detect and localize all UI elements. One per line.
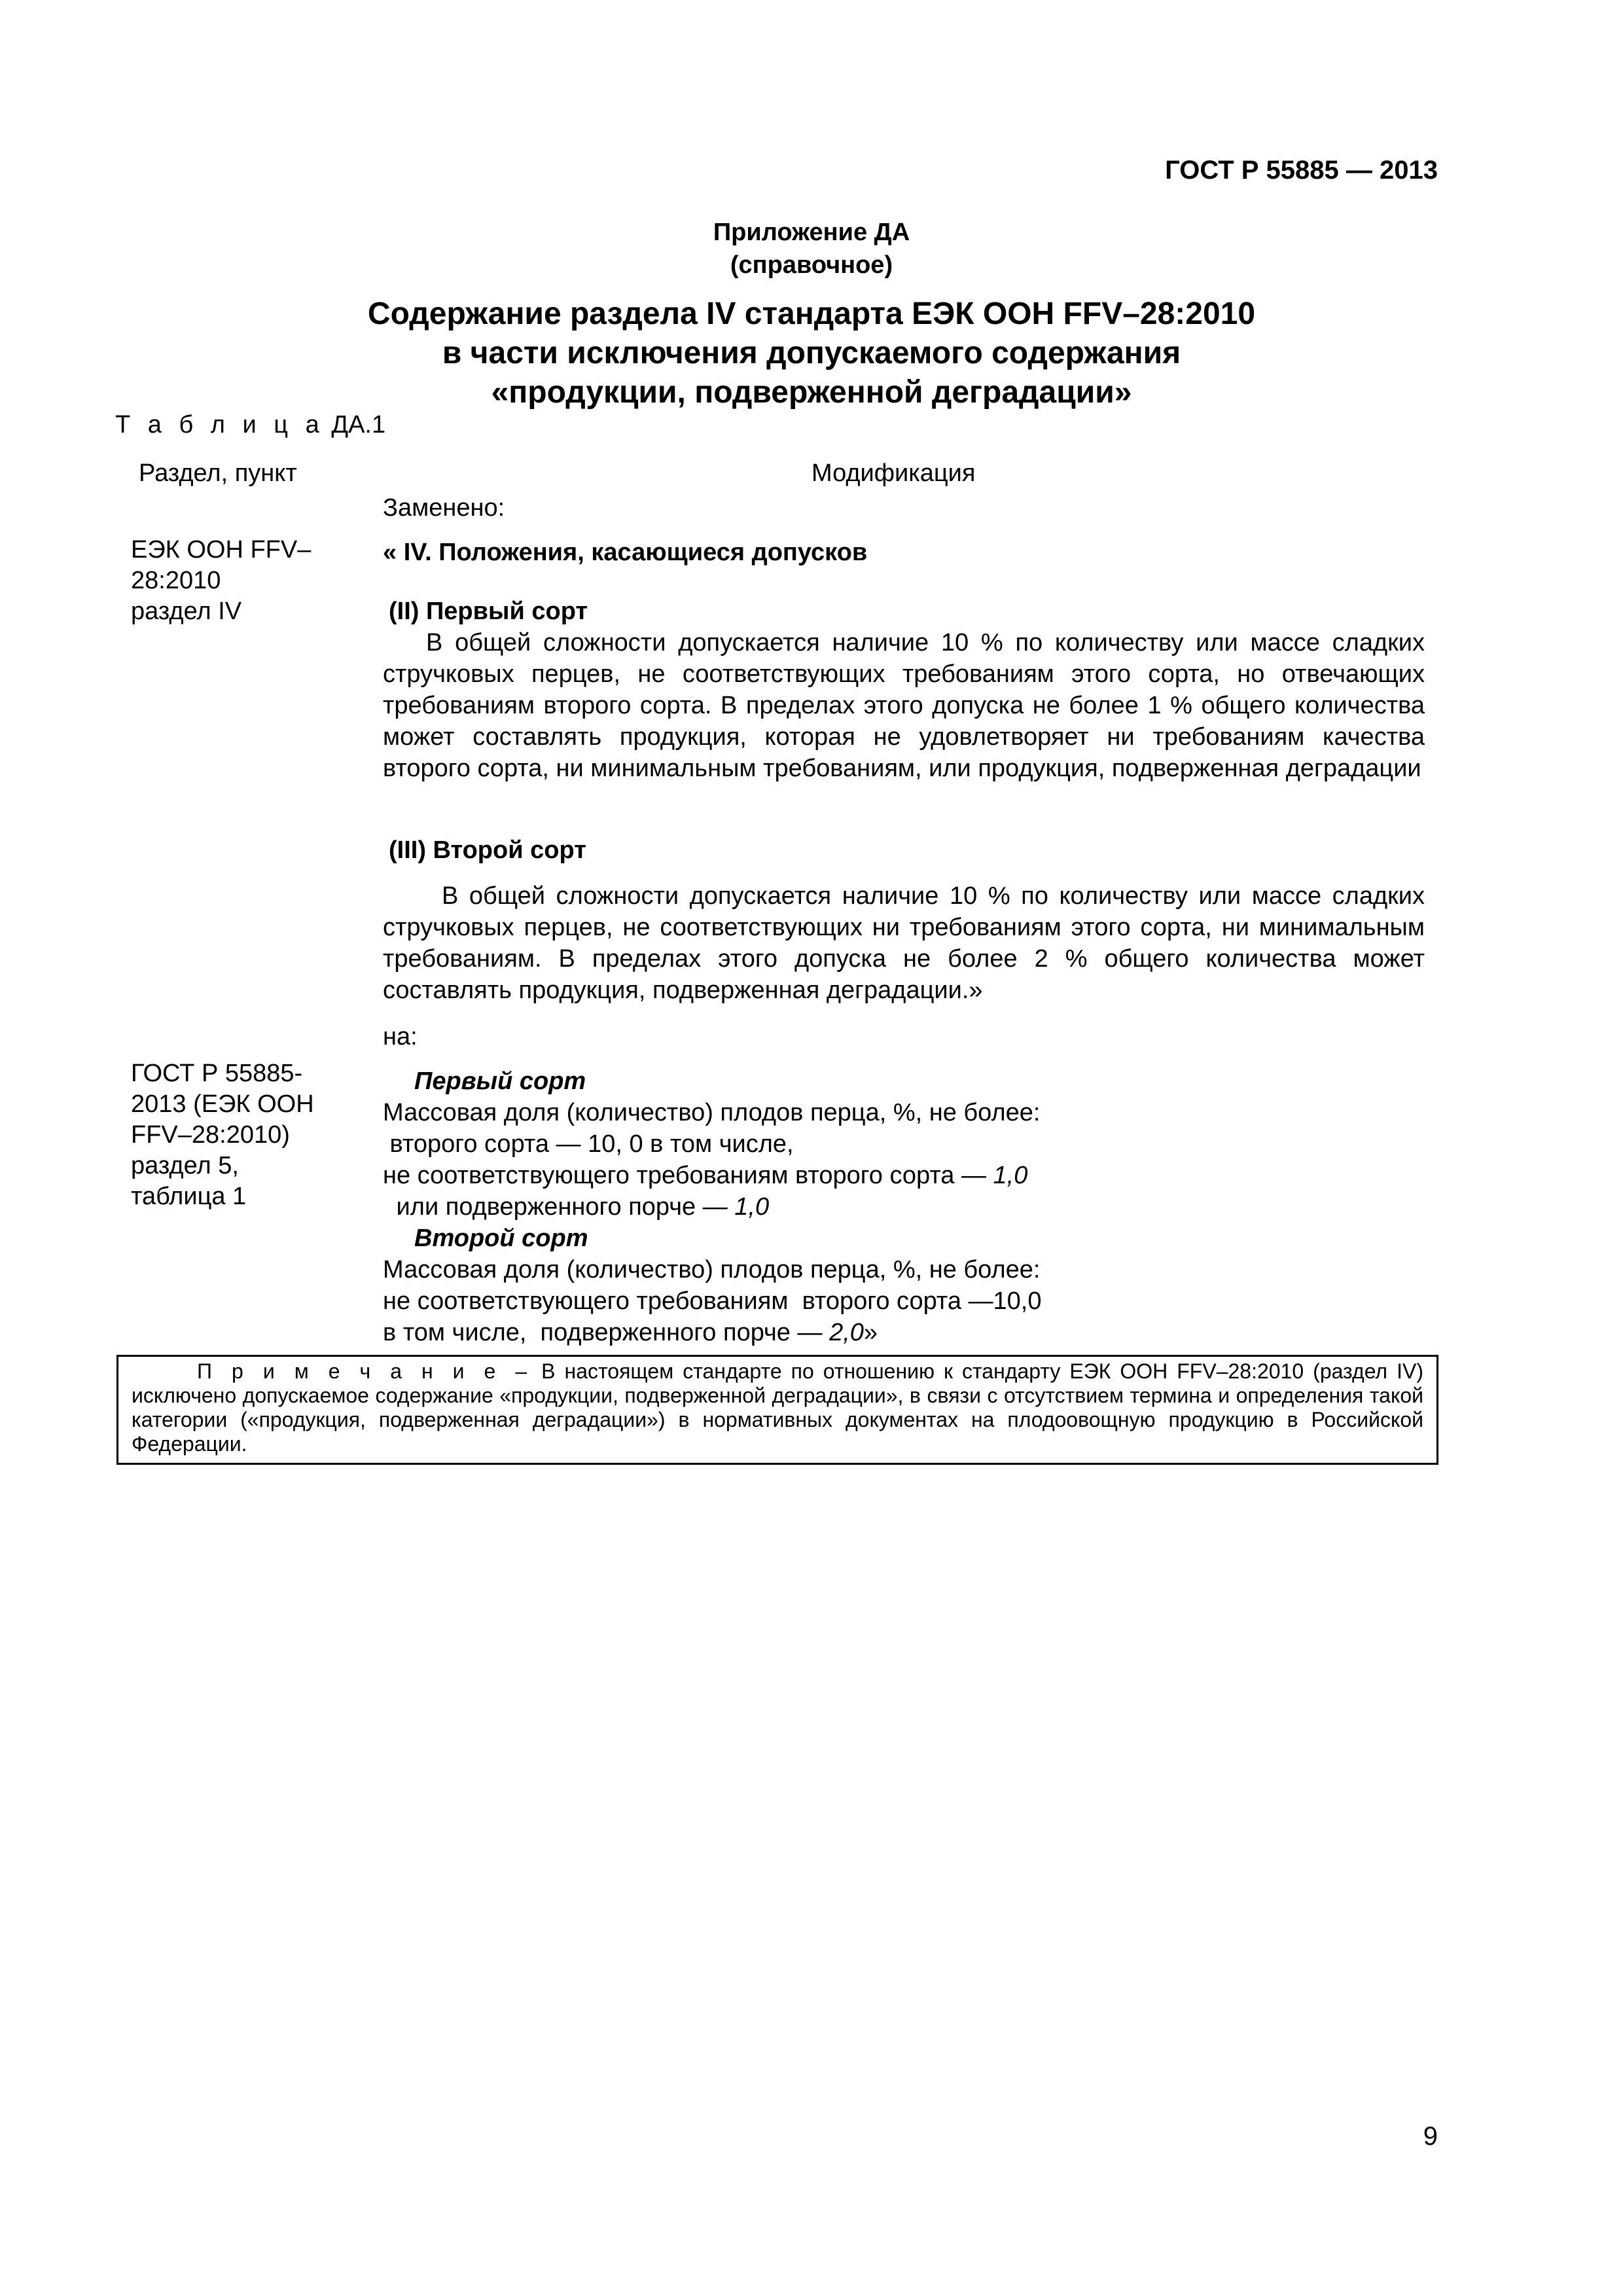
row2-section-line: 2013 (ЕЭК ООН (131, 1090, 314, 1118)
note-text: В настоящем стандарте по отношению к стандарту ЕЭК ООН FFV–28:2010 (раздел IV) исключено допускаемое содержание «продукции, подверженной деградации», в связи с отсутствием термина и определения такой категории («продукция, подверженная деградации») в нормативных документах на плодоовощную продукцию в Российской Федерации. (132, 1359, 1424, 1456)
note-label: П р и м е ч а н и е – (197, 1359, 533, 1383)
row2-first-line-3-text: не соответствующего требованиям второго сорта — (383, 1162, 993, 1189)
first-grade-text: В общей сложности допускается наличие 10 % по количеству или массе сладких стручковых перцев, не соответствующих требованиям этого сорта, но отвечающих требованиям второго сорта. В пределах этого допуска не более 1 % общего количества может составлять продукция, которая не удовлетворяет ни требованиям качества второго сорта, ни минимальным требованиям, или продукция, подверженная деградации (383, 629, 1425, 782)
row1-section-line: 28:2010 (131, 567, 221, 594)
row2-first-line-4-text: или подверженного порче — (389, 1193, 735, 1221)
appendix-header (0, 216, 1623, 281)
row1-section-line: ЕЭК ООН FFV– (131, 536, 312, 564)
table-label-prefix: Т а б л и ц а (115, 411, 325, 439)
heading-line-3: «продукции, подверженной деградации» (491, 375, 1132, 410)
row2-first-line-3 (383, 1160, 1425, 1191)
table-note (116, 1355, 1438, 1465)
row2-section-cell (131, 1058, 347, 1212)
appendix-subtitle: (справочное) (730, 251, 893, 279)
row2-first-line-1: Массовая доля (количество) плодов перца, %, не более: (383, 1099, 1041, 1126)
row2-section-line: таблица 1 (131, 1183, 247, 1210)
row2-first-line-4-value: 1,0 (734, 1193, 770, 1221)
second-grade-text: В общей сложности допускается наличие 10 % по количеству или массе сладких стручковых перцев, не соответствующих ни требованиям этого сорта, ни минимальным требованиям. В пределах этого допуска не более 2 % общего количества может составлять продукция, подверженная деградации.» (383, 882, 1425, 1004)
page-number: 9 (1423, 2122, 1438, 2151)
table-label (115, 411, 385, 439)
heading-line-1: Содержание раздела IV стандарта ЕЭК ООН FFV–28:2010 (367, 296, 1256, 331)
row2-second-line-2: не соответствующего требованиям второго сорта —10,0 (383, 1287, 1042, 1315)
row1-section-cell (131, 535, 347, 627)
first-grade-title: (II) Первый сорт (389, 598, 588, 625)
replaced-label: Заменено: (383, 494, 505, 522)
document-code: ГОСТ Р 55885 — 2013 (1165, 156, 1438, 185)
row2-section-line: ГОСТ Р 55885- (131, 1060, 303, 1087)
row2-first-grade-title: Первый сорт (414, 1067, 586, 1095)
row2-first-line-2: второго сорта — 10, 0 в том числе, (383, 1130, 794, 1158)
row2-section-line: FFV–28:2010) (131, 1121, 290, 1149)
row1-section-line: раздел IV (131, 598, 242, 625)
row2-second-grade-title: Второй сорт (414, 1225, 588, 1252)
table-label-number: ДА.1 (331, 411, 386, 439)
row2-section-line: раздел 5, (131, 1152, 239, 1179)
row2-second-line-3-text: в том числе, подверженного порче — (383, 1319, 830, 1346)
row2-second-grade-lines (383, 1254, 1425, 1348)
column-header-modification: Модификация (812, 459, 976, 487)
appendix-title: Приложение ДА (713, 219, 910, 246)
column-header-section: Раздел, пункт (139, 459, 297, 487)
row2-first-grade-lines (383, 1097, 1425, 1223)
heading-line-2: в части исключения допускаемого содержания (442, 336, 1181, 370)
row2-first-line-3-value: 1,0 (993, 1162, 1028, 1189)
row2-second-line-1: Массовая доля (количество) плодов перца, %, не более: (383, 1256, 1041, 1283)
row2-second-line-3-value: 2,0 (829, 1319, 864, 1346)
appendix-heading (0, 295, 1623, 412)
second-grade-title: (III) Второй сорт (389, 836, 586, 864)
row2-first-line-4 (383, 1191, 1425, 1223)
on-label: на: (383, 1023, 418, 1050)
row2-second-line-3 (383, 1317, 1425, 1348)
row2-second-line-3-end: » (863, 1319, 878, 1346)
section-iv-title: « IV. Положения, касающиеся допусков (383, 539, 868, 566)
